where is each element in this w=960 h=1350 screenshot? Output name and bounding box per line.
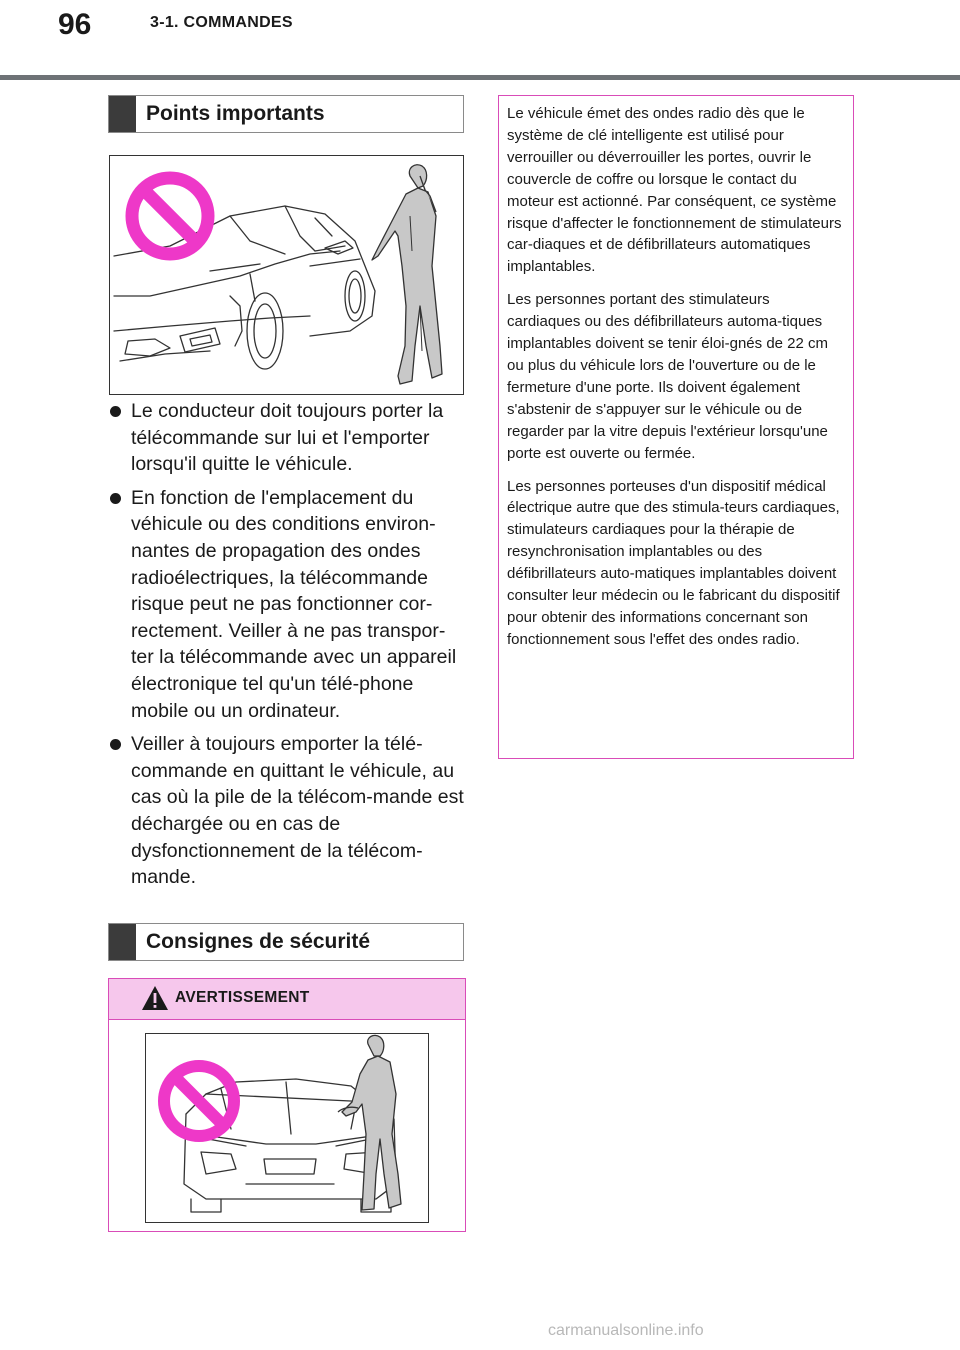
illustration-leaning-on-car [145,1033,429,1223]
prohibition-icon [154,1056,244,1146]
warning-triangle-icon [140,984,170,1012]
bullet-text: En fonction de l'emplacement du véhicule ou des conditions environ-nantes de propagation des ondes radioélectriques, la télécommande risque peut ne pas fonctionner cor-rectement. Veiller à ne pas transpor-ter la télécommande avec un appareil électronique tel qu'un télé-phone mobile ou un ordinateur. [131,486,457,722]
heading-bar [109,96,136,132]
illustration-phone-near-car [109,155,464,395]
prohibition-icon [122,168,218,264]
notice-paragraph: Les personnes portant des stimulateurs cardiaques ou des défibrillateurs automa-tiques implantables doivent se tenir éloi-gnés de 22 cm ou plus du véhicule lors de l'ouverture ou de le fermeture d'une porte. Ils doivent également s'abstenir de s'appuyer sur le véhicule ou de regarder par la vitre depuis l'extérieur lorsqu'une porte est ouverte ou fermée. [507,291,829,462]
list-item [110,731,465,891]
notice-paragraph: Les personnes porteuses d'un dispositif médical électrique autre que des stimula-teurs cardiaques, stimulateurs cardiaques pour la thérapie de resynchronisation implantables ou des défibrillateurs auto-matiques implantables doivent consulter leur médecin ou le fabricant du dispositif pour obtenir des informations concernant son fonctionnement sous l'effet des ondes radio. [507,477,840,648]
bullet-list [110,398,465,898]
heading-text: Consignes de sécurité [146,930,371,953]
bullet-dot [110,739,121,750]
section-title: 3-1. COMMANDES [150,14,293,31]
bullet-dot [110,493,121,504]
page-number: 96 [58,8,92,41]
watermark: carmanualsonline.info [548,1322,704,1339]
bullet-text: Le conducteur doit toujours porter la télécommande sur lui et l'emporter lorsqu'il quitte le véhicule. [131,400,444,476]
consignes-securite-heading [108,923,464,961]
heading-text: Points importants [146,102,325,125]
warning-header [109,979,465,1020]
warning-label: AVERTISSEMENT [175,989,310,1006]
bullet-text: Veiller à toujours emporter la télé-commande en quittant le véhicule, au cas où la pile de la télécom-mande est déchargée ou en cas de dysfonctionnement de la télécom-mande. [131,733,464,889]
heading-bar [109,924,136,960]
list-item [110,485,465,724]
header-rule [0,75,960,80]
warning-box [108,978,466,1232]
bullet-dot [110,406,121,417]
points-importants-heading [108,95,464,133]
notice-paragraph: Le véhicule émet des ondes radio dès que le système de clé intelligente est utilisé pour verrouiller ou déverrouiller les portes, ouvrir le couvercle de coffre ou lorsque le contact du moteur est actionné. Par conséquent, ce système risque d'affecter le fonctionnement de stimulateurs car-diaques et de défibrillateurs automatiques implantables. [507,105,842,276]
list-item [110,398,465,478]
notice-box [498,95,854,759]
